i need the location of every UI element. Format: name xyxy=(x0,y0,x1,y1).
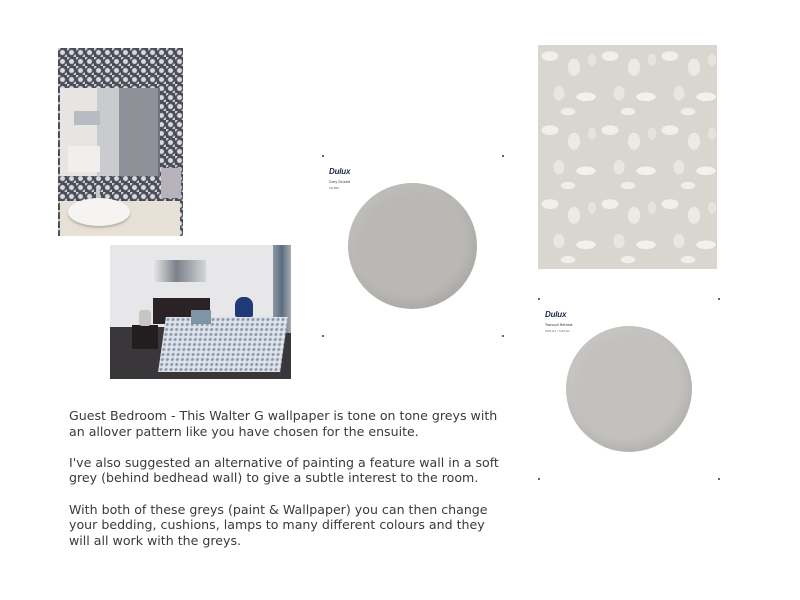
crop-mark xyxy=(538,298,540,300)
guest-bedroom-photo xyxy=(110,245,291,379)
ensuite-photo xyxy=(58,48,183,236)
colour-sample xyxy=(348,183,477,309)
blue-chair xyxy=(235,297,253,317)
colour-code: SG3B5 xyxy=(329,186,340,190)
mirror xyxy=(60,88,160,176)
note-paragraph: With both of these greys (paint & Wallpaper) you can then change your bedding, cushions, lamps to many different colours and they will all work with the greys. xyxy=(69,501,488,548)
hand-towel xyxy=(161,168,181,198)
brand-logo: Dulux xyxy=(545,310,567,319)
cushion xyxy=(191,310,211,324)
bedside-lamp xyxy=(139,310,151,326)
basin xyxy=(68,198,130,226)
brand-logo: Dulux xyxy=(329,167,351,176)
note-paragraph: I've also suggested an alternative of painting a feature wall in a soft grey (behind bedhead wall) to give a subtle interest to the room. xyxy=(69,454,499,486)
crop-mark xyxy=(502,155,504,157)
reflected-bed xyxy=(68,146,100,172)
colour-sample xyxy=(566,326,692,452)
colour-name: Tranquil Retreat xyxy=(545,323,573,327)
paint-swatch-grey-drizzle xyxy=(322,155,504,337)
crop-mark xyxy=(718,478,720,480)
reflected-artwork xyxy=(74,111,100,125)
colour-code: SW1G1 / SW1G1 xyxy=(545,329,570,333)
crop-mark xyxy=(502,335,504,337)
crop-mark xyxy=(322,155,324,157)
designer-notes xyxy=(69,408,509,564)
crop-mark xyxy=(322,335,324,337)
colour-name: Grey Drizzle xyxy=(329,180,351,184)
wall-artwork xyxy=(152,260,206,282)
wallpaper-sample xyxy=(538,45,717,269)
crop-mark xyxy=(718,298,720,300)
paint-swatch-tranquil-retreat xyxy=(538,298,720,480)
crop-mark xyxy=(538,478,540,480)
note-paragraph: Guest Bedroom - This Walter G wallpaper is tone on tone greys with an allover pattern like you have chosen for the ensuite. xyxy=(69,408,498,439)
bedside-table xyxy=(132,325,158,349)
duvet xyxy=(158,317,288,372)
